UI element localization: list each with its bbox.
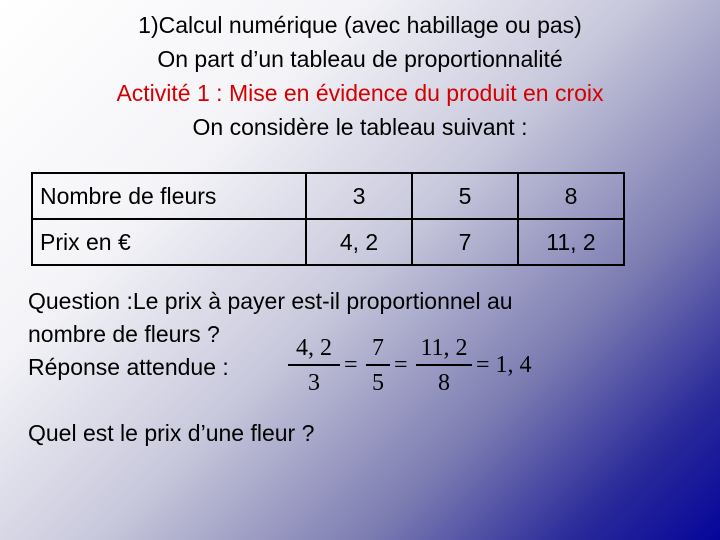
- result-value: = 1, 4: [476, 352, 532, 378]
- table-cell: 11, 2: [518, 219, 624, 265]
- question-line-1: Question :Le prix à payer est-il proportionnel au: [28, 288, 513, 314]
- fraction: [288, 334, 340, 397]
- title-line-4: On considère le tableau suivant :: [192, 114, 528, 140]
- table-cell: 8: [518, 173, 624, 219]
- row-header-flowers: Nombre de fleurs: [32, 173, 306, 219]
- proportionality-table: [31, 172, 625, 266]
- table-row: [32, 173, 624, 219]
- table-cell: 3: [306, 173, 412, 219]
- fraction: [366, 334, 390, 397]
- fraction-numerator: 4, 2: [296, 335, 332, 361]
- fraction-numerator: 7: [372, 335, 384, 361]
- table-row: [32, 219, 624, 265]
- fraction-denominator: 8: [438, 370, 450, 396]
- fraction-bar: [288, 364, 340, 366]
- final-question: Quel est le prix d’une fleur ?: [28, 420, 315, 446]
- fraction-denominator: 5: [372, 370, 384, 396]
- fraction-bar: [416, 364, 472, 366]
- equals-sign: =: [394, 352, 408, 378]
- table-cell: 5: [412, 173, 518, 219]
- table-cell: 7: [412, 219, 518, 265]
- equals-sign: =: [344, 352, 358, 378]
- fraction-numerator: 11, 2: [420, 335, 468, 361]
- title-line-1: 1)Calcul numérique (avec habillage ou pas): [138, 12, 582, 38]
- table-cell: 4, 2: [306, 219, 412, 265]
- question-line-2: nombre de fleurs ?: [28, 321, 220, 347]
- answer-label: Réponse attendue :: [28, 354, 229, 380]
- fraction-denominator: 3: [308, 370, 320, 396]
- row-header-price: Prix en €: [32, 219, 306, 265]
- title-block: [0, 8, 720, 144]
- activity-title: Activité 1 : Mise en évidence du produit en croix: [116, 80, 604, 106]
- fraction: [416, 334, 472, 397]
- fraction-bar: [366, 364, 390, 366]
- ratio-formula: [288, 334, 548, 402]
- title-line-2: On part d’un tableau de proportionnalité: [157, 46, 563, 72]
